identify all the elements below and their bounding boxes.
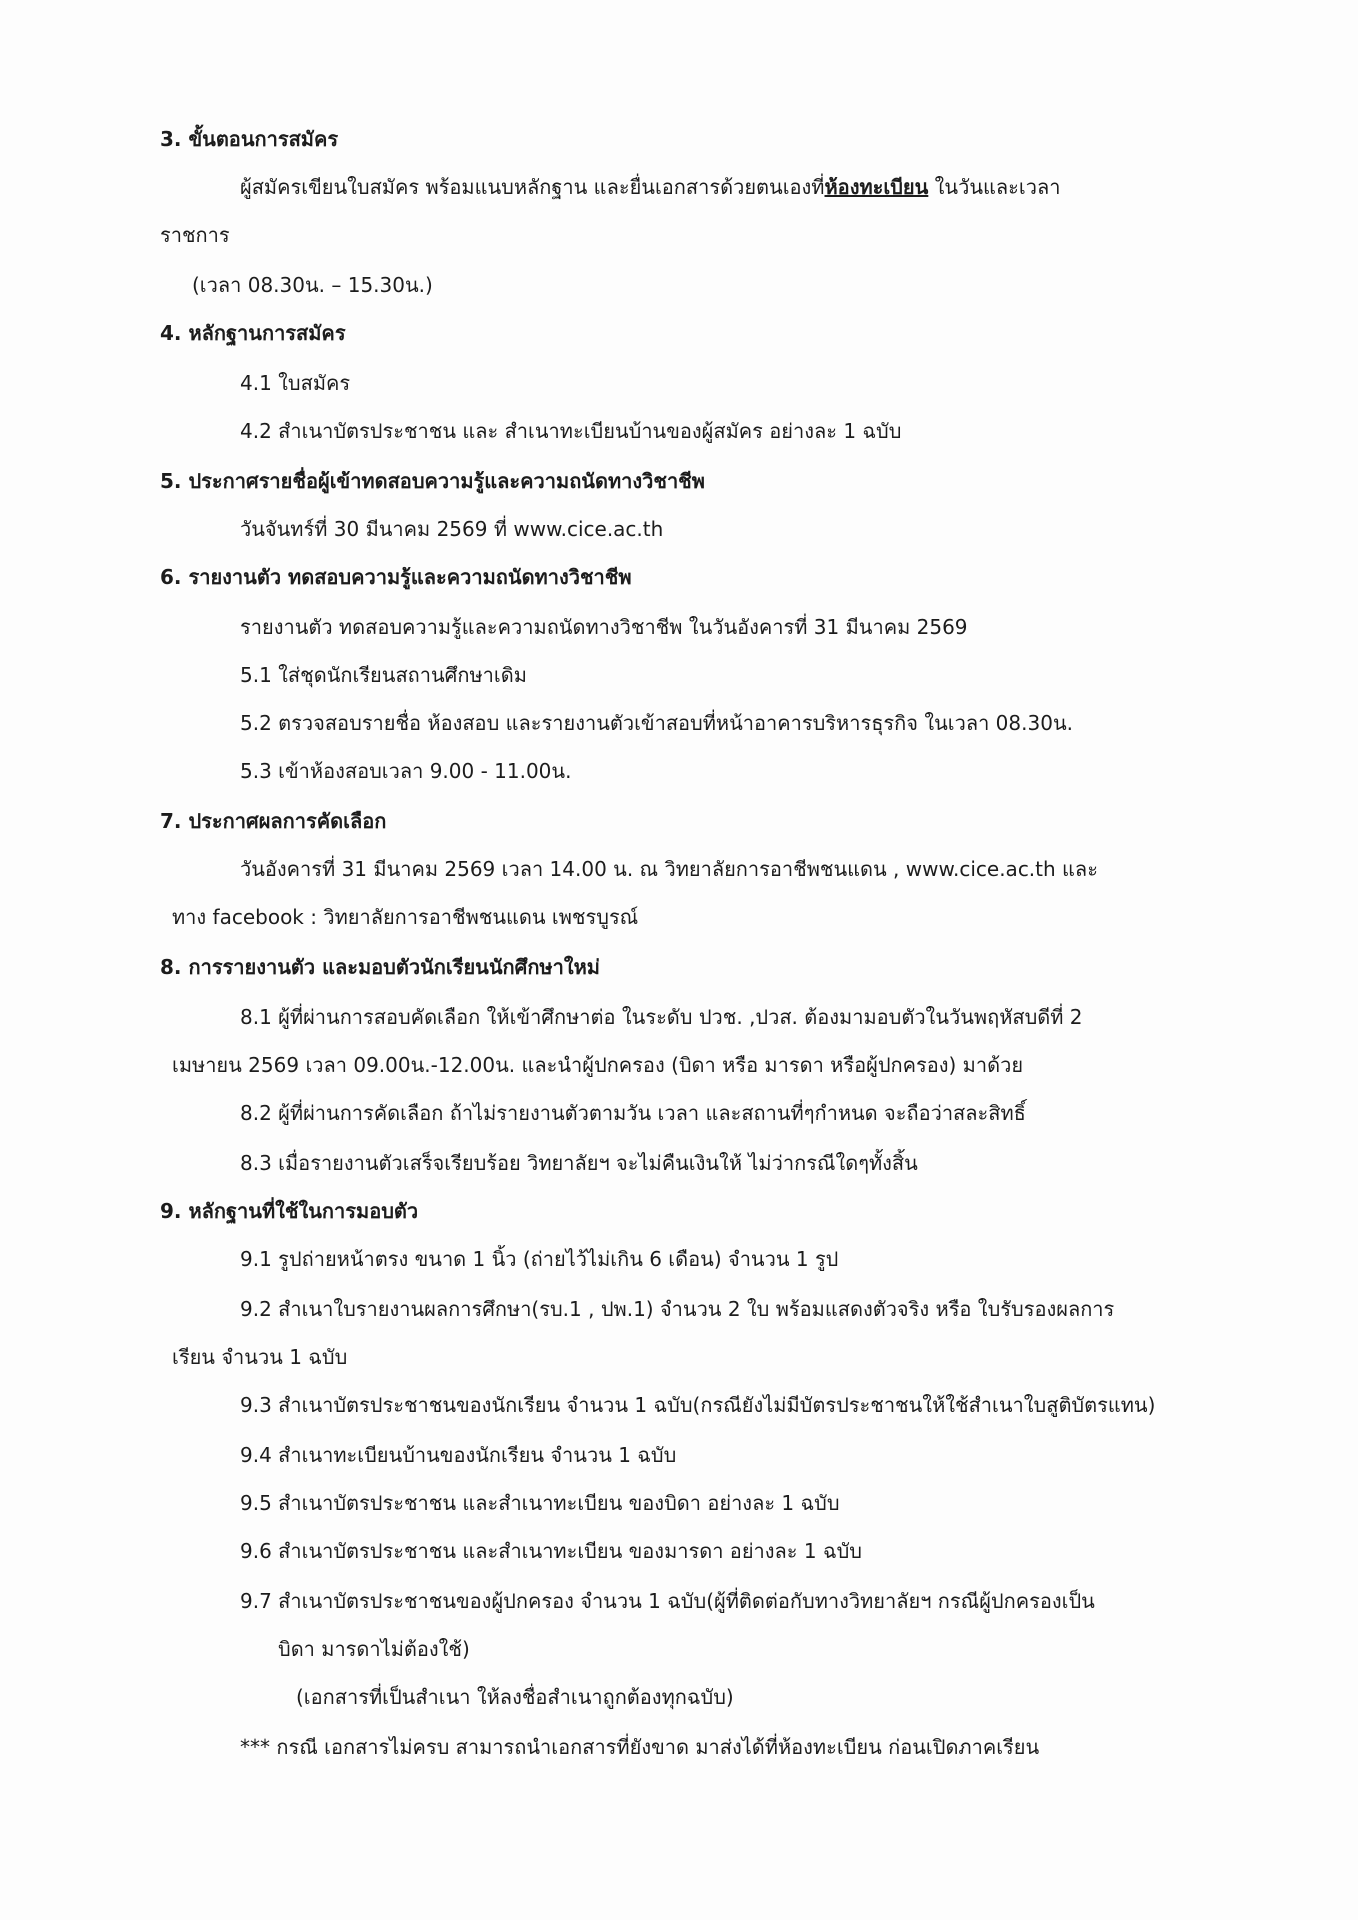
section-3-heading: 3. ขั้นตอนการสมัคร bbox=[160, 127, 339, 151]
section-9-heading: 9. หลักฐานที่ใช้ในการมอบตัว bbox=[160, 1199, 419, 1223]
section-9-item-5: 9.5 สำเนาบัตรประชาชน และสำเนาทะเบียน ของบิดา อย่างละ 1 ฉบับ bbox=[240, 1491, 840, 1515]
section-5-heading: 5. ประกาศรายชื่อผู้เข้าทดสอบความรู้และความถนัดทางวิชาชีพ bbox=[160, 469, 705, 493]
section-9-item-1: 9.1 รูปถ่ายหน้าตรง ขนาด 1 นิ้ว (ถ่ายไว้ไม่เกิน 6 เดือน) จำนวน 1 รูป bbox=[240, 1247, 839, 1271]
section-7-text-line1: วันอังคารที่ 31 มีนาคม 2569 เวลา 14.00 น. ณ วิทยาลัยการอาชีพชนแดน , www.cice.ac.th และ bbox=[240, 857, 1098, 881]
section-9-item-7-line1: 9.7 สำเนาบัตรประชาชนของผู้ปกครอง จำนวน 1 ฉบับ(ผู้ที่ติดต่อกับทางวิทยาลัยฯ กรณีผู้ปกครองเป็น bbox=[240, 1589, 1095, 1613]
section-8-item-1-line1: 8.1 ผู้ที่ผ่านการสอบคัดเลือก ให้เข้าศึกษาต่อ ในระดับ ปวช. ,ปวส. ต้องมามอบตัวในวันพฤหัสบดีที่ 2 bbox=[240, 1005, 1083, 1029]
section-3-time: (เวลา 08.30น. – 15.30น.) bbox=[192, 273, 433, 297]
section-3-paragraph-line1: ผู้สมัครเขียนใบสมัคร พร้อมแนบหลักฐาน และยื่นเอกสารด้วยตนเองที่ห้องทะเบียน ในวันและเวลา bbox=[240, 175, 1061, 199]
section-9-footnote: *** กรณี เอกสารไม่ครบ สามารถนำเอกสารที่ยังขาด มาส่งได้ที่ห้องทะเบียน ก่อนเปิดภาคเรียน bbox=[240, 1735, 1040, 1759]
section-8-item-2: 8.2 ผู้ที่ผ่านการคัดเลือก ถ้าไม่รายงานตัวตามวัน เวลา และสถานที่ๆกำหนด จะถือว่าสละสิทธิ์ bbox=[240, 1101, 1026, 1125]
section-6-item-2: 5.2 ตรวจสอบรายชื่อ ห้องสอบ และรายงานตัวเข้าสอบที่หน้าอาคารบริหารธุรกิจ ในเวลา 08.30น. bbox=[240, 711, 1073, 735]
section-3-paragraph-line2: ราชการ bbox=[160, 223, 230, 247]
section-4-heading: 4. หลักฐานการสมัคร bbox=[160, 321, 346, 345]
section-8-item-1-line2: เมษายน 2569 เวลา 09.00น.-12.00น. และนำผู้ปกครอง (บิดา หรือ มารดา หรือผู้ปกครอง) มาด้วย bbox=[172, 1053, 1024, 1077]
section-8-item-3: 8.3 เมื่อรายงานตัวเสร็จเรียบร้อย วิทยาลัยฯ จะไม่คืนเงินให้ ไม่ว่ากรณีใดๆทั้งสิ้น bbox=[240, 1151, 918, 1175]
section-6-heading: 6. รายงานตัว ทดสอบความรู้และความถนัดทางวิชาชีพ bbox=[160, 565, 632, 589]
section-9-item-3: 9.3 สำเนาบัตรประชาชนของนักเรียน จำนวน 1 ฉบับ(กรณียังไม่มีบัตรประชาชนให้ใช้สำเนาใบสูติบัตรแทน) bbox=[240, 1393, 1156, 1417]
section-9-item-6: 9.6 สำเนาบัตรประชาชน และสำเนาทะเบียน ของมารดา อย่างละ 1 ฉบับ bbox=[240, 1539, 862, 1563]
section-8-heading: 8. การรายงานตัว และมอบตัวนักเรียนนักศึกษาใหม่ bbox=[160, 955, 600, 979]
section-4-item-2: 4.2 สำเนาบัตรประชาชน และ สำเนาทะเบียนบ้านของผู้สมัคร อย่างละ 1 ฉบับ bbox=[240, 419, 902, 443]
section-6-text: รายงานตัว ทดสอบความรู้และความถนัดทางวิชาชีพ ในวันอังคารที่ 31 มีนาคม 2569 bbox=[240, 615, 968, 639]
section-9-note: (เอกสารที่เป็นสำเนา ให้ลงชื่อสำเนาถูกต้องทุกฉบับ) bbox=[296, 1685, 734, 1709]
section-7-heading: 7. ประกาศผลการคัดเลือก bbox=[160, 809, 387, 833]
section-9-item-2-line2: เรียน จำนวน 1 ฉบับ bbox=[172, 1345, 348, 1369]
section-7-text-line2: ทาง facebook : วิทยาลัยการอาชีพชนแดน เพชรบูรณ์ bbox=[172, 905, 639, 929]
section-9-item-4: 9.4 สำเนาทะเบียนบ้านของนักเรียน จำนวน 1 ฉบับ bbox=[240, 1443, 677, 1467]
section-6-item-1: 5.1 ใส่ชุดนักเรียนสถานศึกษาเดิม bbox=[240, 663, 527, 687]
section-4-item-1: 4.1 ใบสมัคร bbox=[240, 371, 351, 395]
section-9-item-2-line1: 9.2 สำเนาใบรายงานผลการศึกษา(รบ.1 , ปพ.1) จำนวน 2 ใบ พร้อมแสดงตัวจริง หรือ ใบรับรองผลการ bbox=[240, 1297, 1115, 1321]
section-9-item-7-line2: บิดา มารดาไม่ต้องใช้) bbox=[278, 1637, 470, 1661]
section-5-text: วันจันทร์ที่ 30 มีนาคม 2569 ที่ www.cice.ac.th bbox=[240, 517, 664, 541]
section-6-item-3: 5.3 เข้าห้องสอบเวลา 9.00 - 11.00น. bbox=[240, 759, 572, 783]
